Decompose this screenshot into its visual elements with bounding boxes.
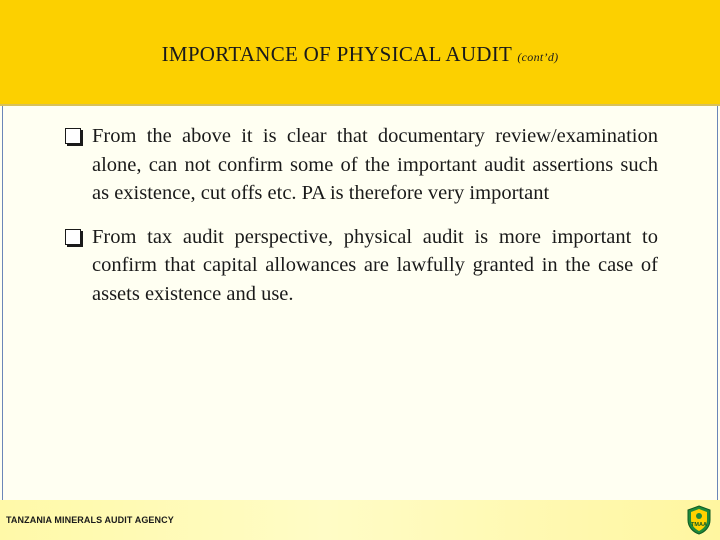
frame-left-border [2, 106, 3, 500]
hollow-square-bullet-icon [65, 128, 81, 144]
slide-title-suffix: (cont’d) [517, 50, 559, 64]
logo-lettering: TMAA [691, 522, 707, 528]
hollow-square-bullet-icon [65, 229, 81, 245]
footer-bar [0, 500, 720, 540]
frame-right-border [717, 106, 718, 500]
bullet-item [62, 223, 658, 309]
bullet-text: From tax audit perspective, physical audit is more important to confirm that capital allowances are lawfully granted in the case of assets existence and use. [92, 225, 658, 305]
bullet-text: From the above it is clear that documentary review/examination alone, can not confirm some of the important audit assertions such as existence, cut offs etc. PA is therefore very important [92, 125, 658, 204]
tmaa-logo-icon [686, 505, 712, 535]
bullet-item [62, 122, 658, 208]
bullet-list [62, 122, 658, 323]
footer-organization-name: TANZANIA MINERALS AUDIT AGENCY [6, 515, 174, 525]
slide-title [0, 42, 720, 67]
slide-title-main: IMPORTANCE OF PHYSICAL AUDIT [161, 42, 512, 66]
title-banner [0, 0, 720, 106]
